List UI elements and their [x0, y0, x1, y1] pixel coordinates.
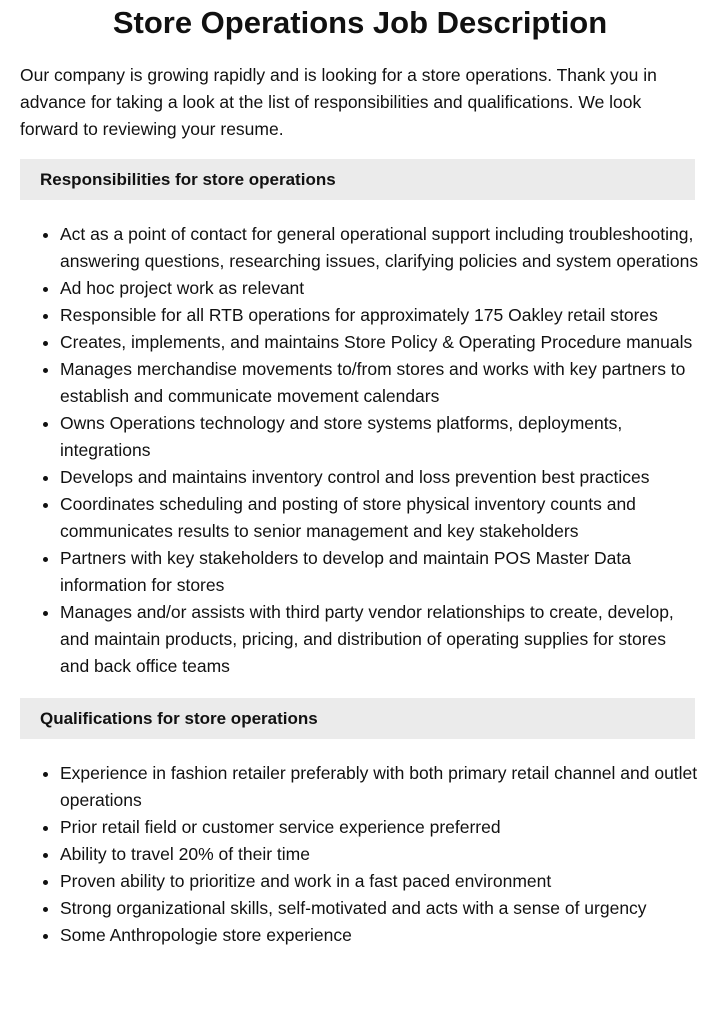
list-item: • Act as a point of contact for general operational support including troubleshooting, answering questions, researching issues, clarifying policies and system operations: [60, 221, 700, 275]
list-item: • Coordinates scheduling and posting of store physical inventory counts and communicates results to senior management and key stakeholders: [60, 491, 700, 545]
list-item: • Proven ability to prioritize and work in a fast paced environment: [60, 868, 700, 895]
list-item: • Ability to travel 20% of their time: [60, 841, 700, 868]
list-item: • Experience in fashion retailer preferably with both primary retail channel and outlet operations: [60, 760, 700, 814]
list-item: • Some Anthropologie store experience: [60, 922, 700, 949]
list-item: • Strong organizational skills, self-motivated and acts with a sense of urgency: [60, 895, 700, 922]
list-item: • Owns Operations technology and store systems platforms, deployments, integrations: [60, 410, 700, 464]
list-item: • Partners with key stakeholders to develop and maintain POS Master Data information for stores: [60, 545, 700, 599]
intro-paragraph: Our company is growing rapidly and is looking for a store operations. Thank you in advance for taking a look at the list of responsibilities and qualifications. We look forward to reviewing your resume.: [20, 65, 657, 139]
responsibilities-list: [0, 221, 700, 680]
list-item: • Prior retail field or customer service experience preferred: [60, 814, 700, 841]
list-item: • Manages and/or assists with third party vendor relationships to create, develop, and maintain products, pricing, and distribution of operating supplies for stores and back office teams: [60, 599, 700, 680]
qualifications-list: [0, 760, 700, 949]
list-item: • Manages merchandise movements to/from stores and works with key partners to establish and communicate movement calendars: [60, 356, 700, 410]
page-title: Store Operations Job Description: [112, 5, 608, 40]
list-item: • Creates, implements, and maintains Store Policy & Operating Procedure manuals: [60, 329, 700, 356]
list-item: • Develops and maintains inventory control and loss prevention best practices: [60, 464, 700, 491]
list-item: • Responsible for all RTB operations for approximately 175 Oakley retail stores: [60, 302, 700, 329]
list-item: • Ad hoc project work as relevant: [60, 275, 700, 302]
qualifications-heading: Qualifications for store operations: [20, 698, 695, 739]
responsibilities-heading: Responsibilities for store operations: [20, 159, 695, 200]
